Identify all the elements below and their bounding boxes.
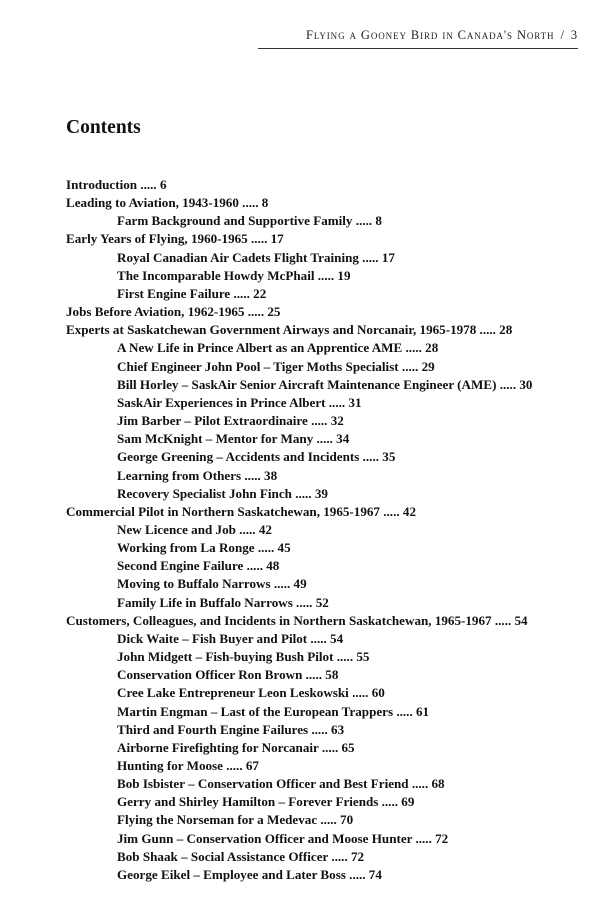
toc-section: Bill Horley – SaskAir Senior Aircraft Maintenance Engineer (AME) ..... 30 xyxy=(117,376,533,392)
toc-chapter: Customers, Colleagues, and Incidents in Northern Saskatchewan, 1965-1967 ..... 54 xyxy=(66,612,528,628)
toc-section: George Eikel – Employee and Later Boss ..... 74 xyxy=(117,866,382,882)
toc-section: Conservation Officer Ron Brown ..... 58 xyxy=(117,667,339,683)
toc-section: New Licence and Job ..... 42 xyxy=(117,521,272,537)
toc-section: Hunting for Moose ..... 67 xyxy=(117,758,259,773)
running-head xyxy=(0,28,578,43)
book-title: Flying a Gooney Bird in Canada's North xyxy=(306,28,555,42)
toc-section: Second Engine Failure ..... 48 xyxy=(117,558,280,574)
toc-section: A New Life in Prince Albert as an Apprentice AME ..... 28 xyxy=(117,340,439,356)
toc-chapter: Early Years of Flying, 1960-1965 ..... 17 xyxy=(66,231,284,247)
toc-section: Third and Fourth Engine Failures ..... 63 xyxy=(117,721,345,737)
toc-section: Recovery Specialist John Finch ..... 39 xyxy=(117,485,328,501)
toc-chapter: Jobs Before Aviation, 1962-1965 ..... 25 xyxy=(66,304,281,320)
toc-section: The Incomparable Howdy McPhail ..... 19 xyxy=(117,267,351,283)
toc-section: George Greening – Accidents and Incidents ..... 35 xyxy=(117,449,396,465)
toc-section: Chief Engineer John Pool – Tiger Moths Specialist ..... 29 xyxy=(117,358,435,374)
toc-section: Farm Background and Supportive Family ..... 8 xyxy=(117,213,382,229)
toc-section: Working from La Ronge ..... 45 xyxy=(117,540,291,556)
toc-chapter: Leading to Aviation, 1943-1960 ..... 8 xyxy=(66,195,269,211)
toc-section: John Midgett – Fish-buying Bush Pilot ..... 55 xyxy=(117,649,370,665)
toc-section: Moving to Buffalo Narrows ..... 49 xyxy=(117,576,307,592)
toc-section: Dick Waite – Fish Buyer and Pilot ..... 54 xyxy=(117,630,344,646)
toc-section: Sam McKnight – Mentor for Many ..... 34 xyxy=(117,431,350,447)
toc-section: Airborne Firefighting for Norcanair ..... 65 xyxy=(117,739,355,755)
page-title: Contents xyxy=(66,117,141,138)
toc-section: Family Life in Buffalo Narrows ..... 52 xyxy=(117,594,329,610)
toc-section: Cree Lake Entrepreneur Leon Leskowski ..... 60 xyxy=(117,685,385,701)
toc-section: Bob Isbister – Conservation Officer and Best Friend ..... 68 xyxy=(117,776,445,792)
toc-section: Martin Engman – Last of the European Trappers ..... 61 xyxy=(117,703,430,719)
header-rule xyxy=(258,48,578,49)
header-separator: / xyxy=(560,28,565,42)
toc-section: Bob Shaak – Social Assistance Officer ..... 72 xyxy=(117,848,365,864)
toc-section: SaskAir Experiences in Prince Albert ..... 31 xyxy=(117,394,362,410)
toc-chapter: Commercial Pilot in Northern Saskatchewan, 1965-1967 ..... 42 xyxy=(66,503,416,519)
page-number: 3 xyxy=(570,28,578,42)
table-of-contents xyxy=(66,176,586,884)
toc-section: Jim Gunn – Conservation Officer and Moose Hunter ..... 72 xyxy=(117,830,449,846)
toc-section: Flying the Norseman for a Medevac ..... 70 xyxy=(117,812,354,828)
toc-section: Royal Canadian Air Cadets Flight Training ..... 17 xyxy=(117,249,395,265)
toc-chapter: Experts at Saskatchewan Government Airways and Norcanair, 1965-1978 ..... 28 xyxy=(66,322,513,338)
toc-section: Gerry and Shirley Hamilton – Forever Friends ..... 69 xyxy=(117,794,415,810)
toc-chapter: Introduction ..... 6 xyxy=(66,177,167,192)
toc-section: Learning from Others ..... 38 xyxy=(117,467,278,483)
toc-section: First Engine Failure ..... 22 xyxy=(117,285,267,301)
toc-section: Jim Barber – Pilot Extraordinaire ..... 32 xyxy=(117,413,344,429)
